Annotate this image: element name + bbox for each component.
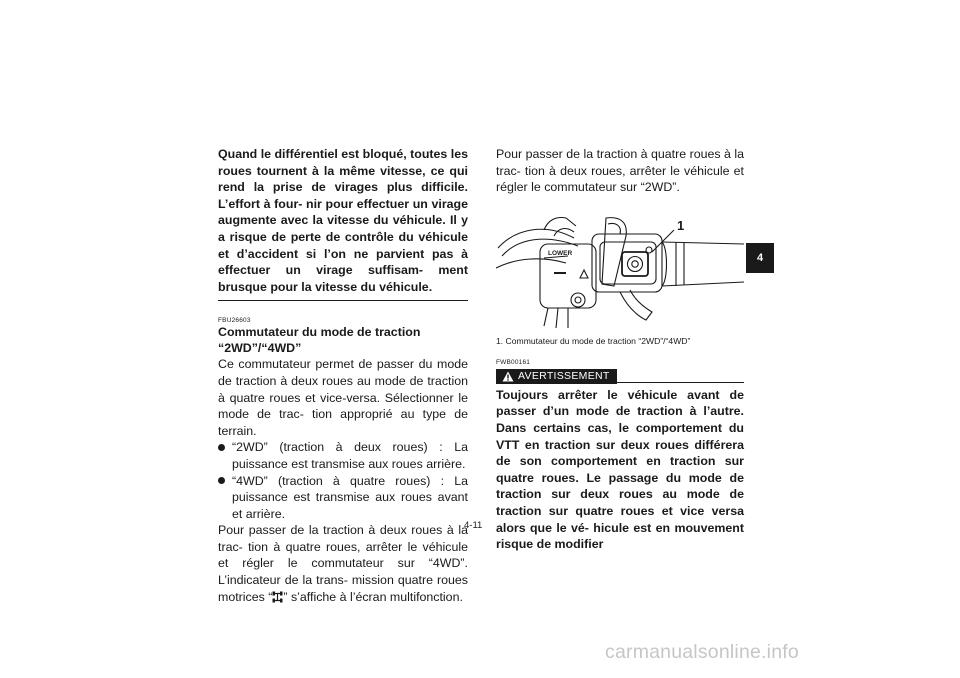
differential-warning-text: Quand le différentiel est bloqué, toutes les roues tournent à la même vitesse, ce qui rend la prise de virages plus difficile. L’effort à four- nir pour effectuer un virage augmente avec la vitesse du véhicule. Il y a risque de perte de contrôle du véhicule et d’accident si l’on ne parvient pas à effectuer un virage suffisam- ment brusque pour la vitesse du véhicule.	[218, 147, 468, 294]
bullet-dot	[218, 444, 225, 451]
switch-to-4wd-text-a: Pour passer de la traction à deux roues à la trac- tion à quatre roues, arrêter le véhicule et régler le commutateur sur “4WD”. L’indicateur de la trans- mission quatre roues motrices “	[218, 523, 468, 604]
section-heading-line1: Commutateur du mode de traction	[218, 325, 421, 340]
bullet-4wd	[218, 473, 468, 523]
switch-to-4wd-text-b: ” s’affiche à l’écran multifonction.	[283, 589, 463, 604]
bullet-dot	[218, 477, 225, 484]
warning-end-rule	[218, 300, 468, 301]
section-heading	[218, 325, 468, 356]
warning-triangle-icon	[502, 371, 514, 382]
warning-label: AVERTISSEMENT	[518, 369, 610, 382]
switch-to-2wd-paragraph: Pour passer de la traction à quatre roues à la trac- tion à deux roues, arrêter le véhicule et régler le commutateur sur “2WD”.	[496, 147, 744, 195]
bullet-4wd-text: “4WD” (traction à quatre roues) : La puissance est transmise aux roues avant et arrière.	[232, 473, 468, 521]
switch-lower-label: LOWER	[548, 249, 573, 257]
figure-caption: 1. Commutateur du mode de traction “2WD”/“4WD”	[496, 335, 691, 346]
bullet-2wd-text: “2WD” (traction à deux roues) : La puissance est transmise aux roues arrière.	[232, 440, 468, 471]
drive-switch-figure	[496, 208, 744, 330]
watermark: carmanualsonline.info	[605, 641, 799, 663]
switch-to-4wd-paragraph	[218, 522, 468, 605]
page-number: 4-11	[464, 520, 483, 531]
handlebar-switch-illustration	[496, 208, 744, 330]
mode-change-warning-text: Toujours arrêter le véhicule avant de passer d’un mode de traction à l’autre. Dans certains cas, le comportement du VTT en traction sur deux roues différera de son comportement en traction sur quatre roues. Le passage du mode de traction sur deux roues au mode de traction sur quatre roues et vice versa alors que le vé- hicule est en mouvement risque de modifier	[496, 387, 744, 552]
right-column	[496, 146, 744, 553]
intro-paragraph: Ce commutateur permet de passer du mode de traction à deux roues au mode de traction à quatre roues et vice-versa. Sélectionner le mode de trac- tion approprié au type de terrain.	[218, 357, 468, 438]
left-column	[218, 146, 468, 605]
figure-callout-number: 1	[677, 217, 685, 233]
bullet-2wd	[218, 439, 468, 472]
warning-header	[496, 367, 744, 383]
chapter-tab: 4	[746, 243, 774, 273]
section-heading-line2: “2WD”/“4WD”	[218, 340, 302, 355]
warning-badge	[496, 369, 617, 384]
warning-code: FWB00161	[496, 358, 531, 366]
section-code: FBU26603	[218, 317, 251, 325]
four-wheel-drive-icon	[272, 591, 283, 603]
